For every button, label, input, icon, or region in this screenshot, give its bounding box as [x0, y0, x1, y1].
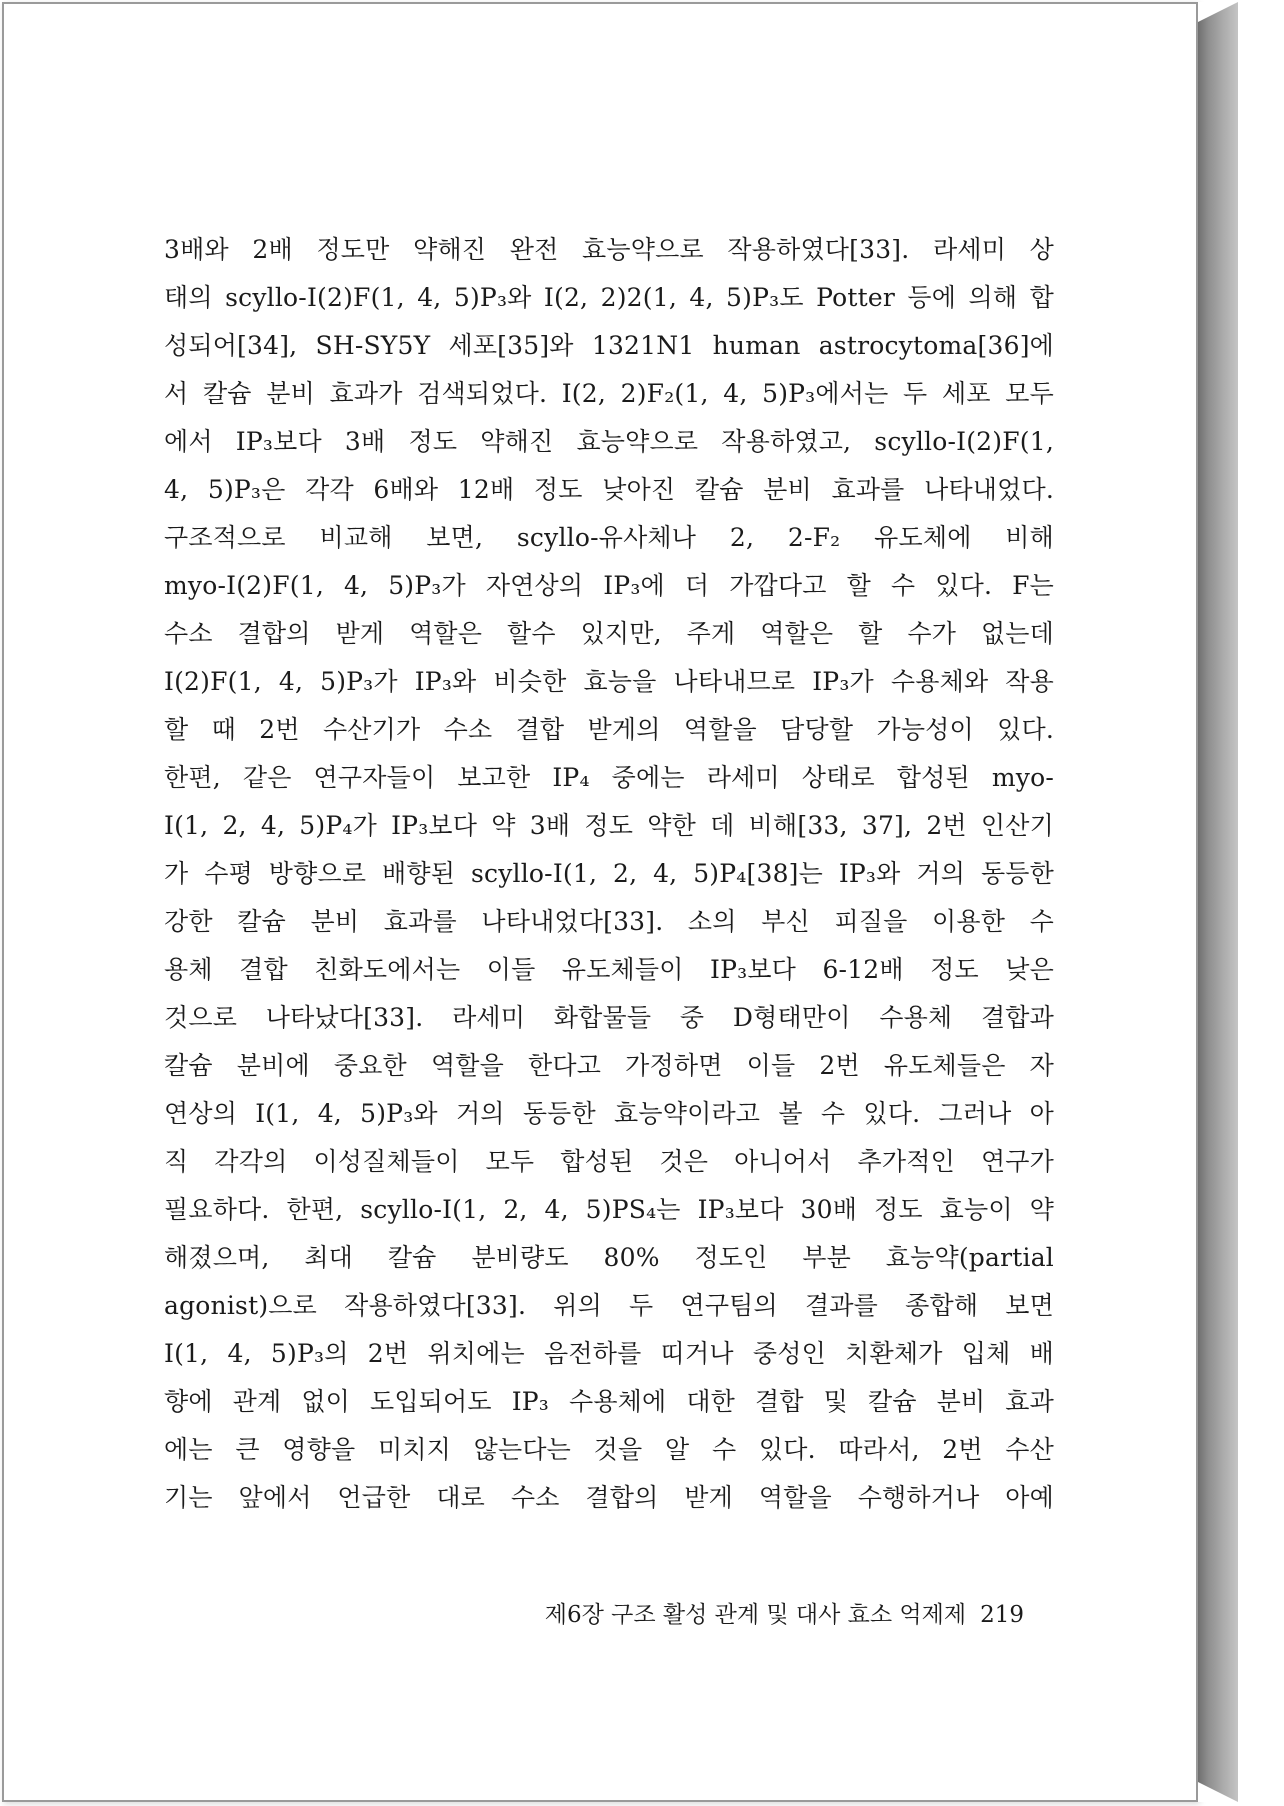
book-page: [2, 2, 1198, 1802]
chapter-title: 제6장 구조 활성 관계 및 대사 효소 억제제: [544, 1602, 967, 1628]
text-line: 한편, 같은 연구자들이 보고한 IP₄ 중에는 라세미 상태로 합성된 myo-: [164, 763, 1054, 792]
text-line: 연상의 I(1, 4, 5)P₃와 거의 동등한 효능약이라고 볼 수 있다. 그러나 아: [164, 1099, 1054, 1128]
text-line: agonist)으로 작용하였다[33]. 위의 두 연구팀의 결과를 종합해 보면: [164, 1291, 1054, 1320]
text-line: I(2)F(1, 4, 5)P₃가 IP₃와 비슷한 효능을 나타내므로 IP₃가 수용체와 작용: [164, 667, 1054, 696]
page-stack-edge: [1198, 2, 1238, 1802]
text-line: 기는 앞에서 언급한 대로 수소 결합의 받게 역할을 수행하거나 아예: [164, 1483, 1054, 1512]
text-line: 가 수평 방향으로 배향된 scyllo-I(1, 2, 4, 5)P₄[38]는 IP₃와 거의 동등한: [164, 859, 1054, 888]
page-stack-edge-top-bevel: [1198, 2, 1238, 22]
text-line: 서 칼슘 분비 효과가 검색되었다. I(2, 2)F₂(1, 4, 5)P₃에서는 두 세포 모두: [164, 379, 1054, 408]
text-line: 에는 큰 영향을 미치지 않는다는 것을 알 수 있다. 따라서, 2번 수산: [164, 1435, 1054, 1464]
text-line: 구조적으로 비교해 보면, scyllo-유사체나 2, 2-F₂ 유도체에 비해: [164, 523, 1054, 552]
text-line: myo-I(2)F(1, 4, 5)P₃가 자연상의 IP₃에 더 가깝다고 할 수 있다. F는: [164, 571, 1054, 600]
text-line: 필요하다. 한편, scyllo-I(1, 2, 4, 5)PS₄는 IP₃보다 30배 정도 효능이 약: [164, 1195, 1054, 1224]
text-line: I(1, 4, 5)P₃의 2번 위치에는 음전하를 띠거나 중성인 치환체가 입체 배: [164, 1339, 1054, 1368]
text-line: 에서 IP₃보다 3배 정도 약해진 효능약으로 작용하였고, scyllo-I(2)F(1,: [164, 427, 1054, 456]
text-line: 할 때 2번 수산기가 수소 결합 받게의 역할을 담당할 가능성이 있다.: [164, 715, 1054, 744]
text-line: 수소 결합의 받게 역할은 할수 있지만, 주게 역할은 할 수가 없는데: [164, 619, 1054, 648]
text-line: I(1, 2, 4, 5)P₄가 IP₃보다 약 3배 정도 약한 데 비해[33, 37], 2번 인산기: [164, 811, 1054, 840]
text-line: 해졌으며, 최대 칼슘 분비량도 80% 정도인 부분 효능약(partial: [164, 1243, 1054, 1272]
text-line: 3배와 2배 정도만 약해진 완전 효능약으로 작용하였다[33]. 라세미 상: [164, 235, 1054, 264]
text-line: 4, 5)P₃은 각각 6배와 12배 정도 낮아진 칼슘 분비 효과를 나타내었다.: [164, 475, 1054, 504]
text-line: 칼슘 분비에 중요한 역할을 한다고 가정하면 이들 2번 유도체들은 자: [164, 1051, 1054, 1080]
page-number: 219: [980, 1602, 1024, 1628]
text-line: 용체 결합 친화도에서는 이들 유도체들이 IP₃보다 6-12배 정도 낮은: [164, 955, 1054, 984]
page-stack-edge-bottom-bevel: [1198, 1782, 1238, 1802]
body-paragraph: [164, 226, 1054, 1522]
text-line: 것으로 나타났다[33]. 라세미 화합물들 중 D형태만이 수용체 결합과: [164, 1003, 1054, 1032]
text-line: 직 각각의 이성질체들이 모두 합성된 것은 아니어서 추가적인 연구가: [164, 1147, 1054, 1176]
text-line: 향에 관계 없이 도입되어도 IP₃ 수용체에 대한 결합 및 칼슘 분비 효과: [164, 1387, 1054, 1416]
page-footer: [504, 1596, 1024, 1629]
text-line: 태의 scyllo-I(2)F(1, 4, 5)P₃와 I(2, 2)2(1, 4, 5)P₃도 Potter 등에 의해 합: [164, 283, 1054, 312]
text-line: 성되어[34], SH-SY5Y 세포[35]와 1321N1 human astrocytoma[36]에: [164, 331, 1054, 360]
text-line: 강한 칼슘 분비 효과를 나타내었다[33]. 소의 부신 피질을 이용한 수: [164, 907, 1054, 936]
